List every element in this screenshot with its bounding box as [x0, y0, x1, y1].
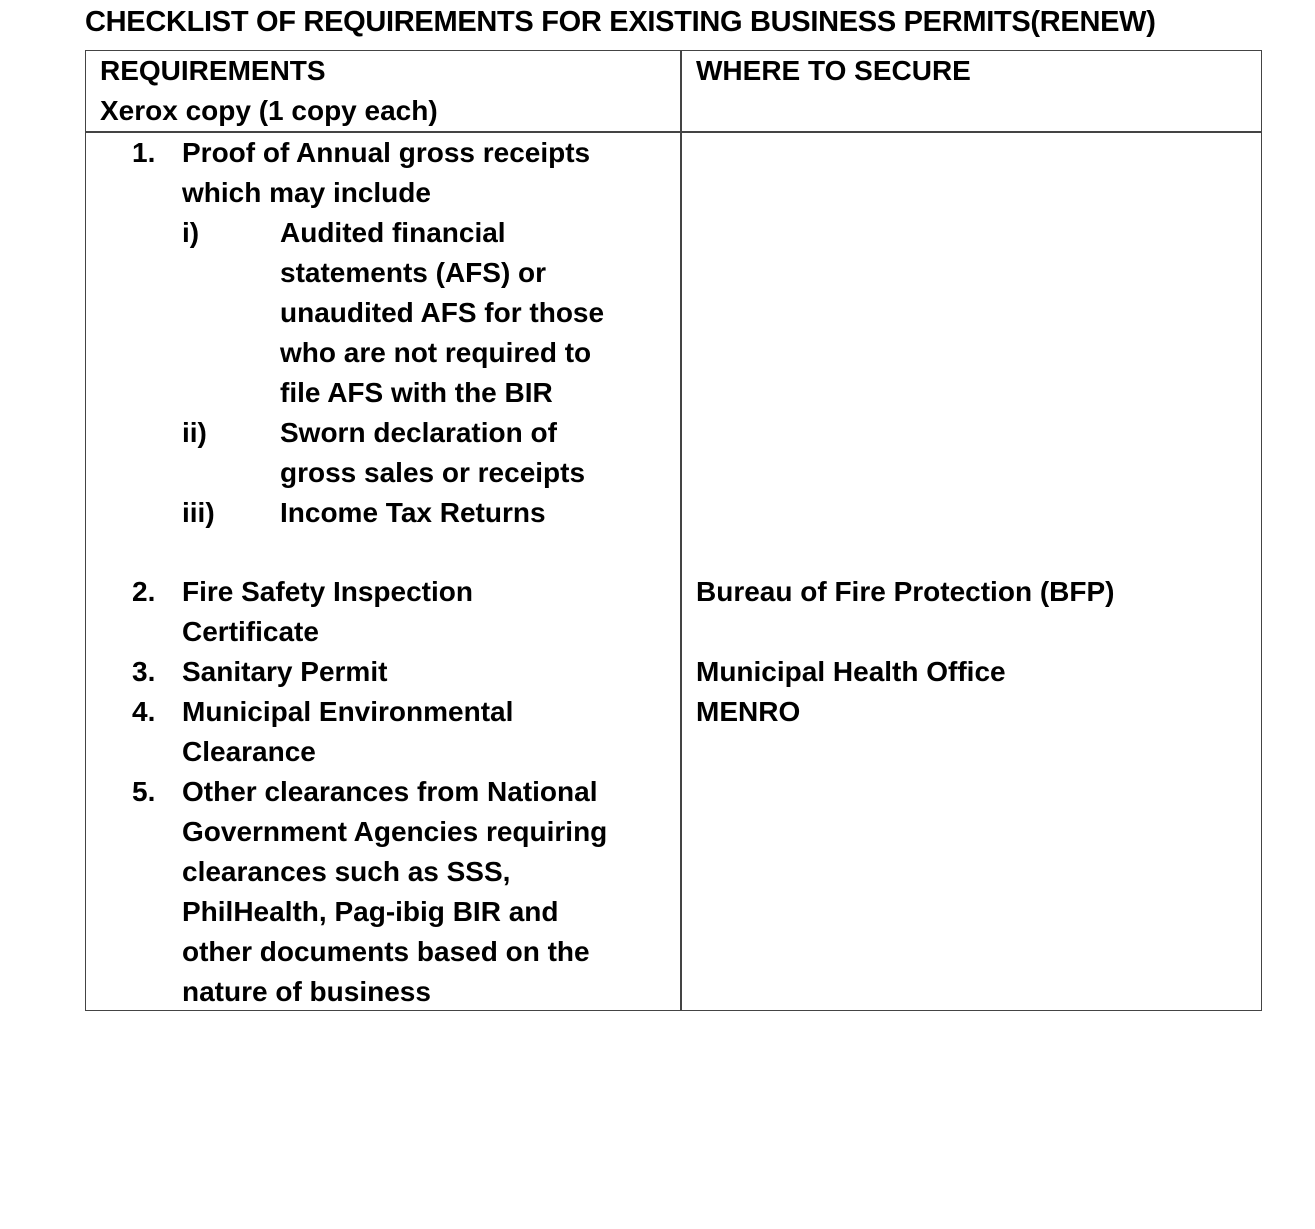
subitem-text: file AFS with the BIR: [280, 377, 553, 408]
item-text: Clearance: [182, 736, 316, 767]
subitem-text: Sworn declaration of: [280, 417, 557, 448]
item-text: PhilHealth, Pag-ibig BIR and: [182, 896, 559, 927]
item-text: other documents based on the: [182, 936, 590, 967]
item-text: Sanitary Permit: [182, 656, 388, 687]
item-text: Proof of Annual gross receipts: [182, 137, 591, 168]
item-text: Fire Safety Inspection: [182, 576, 473, 607]
subitem-text: unaudited AFS for those: [280, 297, 605, 328]
item-number: 2.: [132, 576, 156, 607]
where-to-secure-value: Bureau of Fire Protection (BFP): [696, 576, 1115, 607]
header-requirements: REQUIREMENTS: [100, 55, 326, 86]
item-number: 5.: [132, 776, 156, 807]
subitem-text: statements (AFS) or: [280, 257, 547, 288]
item-text: Municipal Environmental: [182, 696, 514, 727]
item-text: Other clearances from National: [182, 776, 598, 807]
subitem-text: gross sales or receipts: [280, 457, 586, 488]
column-divider: [680, 51, 682, 1010]
item-number: 3.: [132, 656, 156, 687]
subitem-label: iii): [182, 497, 215, 528]
item-text: Certificate: [182, 616, 319, 647]
where-to-secure-value: Municipal Health Office: [696, 656, 1006, 687]
header-requirements-sub: Xerox copy (1 copy each): [100, 95, 438, 126]
page-title: CHECKLIST OF REQUIREMENTS FOR EXISTING BUSINESS PERMITS(RENEW): [85, 6, 1156, 38]
header-where-to-secure: WHERE TO SECURE: [696, 55, 971, 86]
item-text: Government Agencies requiring: [182, 816, 608, 847]
item-text: nature of business: [182, 976, 431, 1007]
item-number: 4.: [132, 696, 156, 727]
item-text: which may include: [182, 177, 431, 208]
where-to-secure-value: MENRO: [696, 696, 801, 727]
item-text: clearances such as SSS,: [182, 856, 511, 887]
subitem-label: i): [182, 217, 200, 248]
subitem-label: ii): [182, 417, 207, 448]
requirements-table: [85, 50, 1262, 1011]
subitem-text: Audited financial: [280, 217, 506, 248]
subitem-text: who are not required to: [280, 337, 592, 368]
subitem-text: Income Tax Returns: [280, 497, 546, 528]
item-number: 1.: [132, 137, 156, 168]
